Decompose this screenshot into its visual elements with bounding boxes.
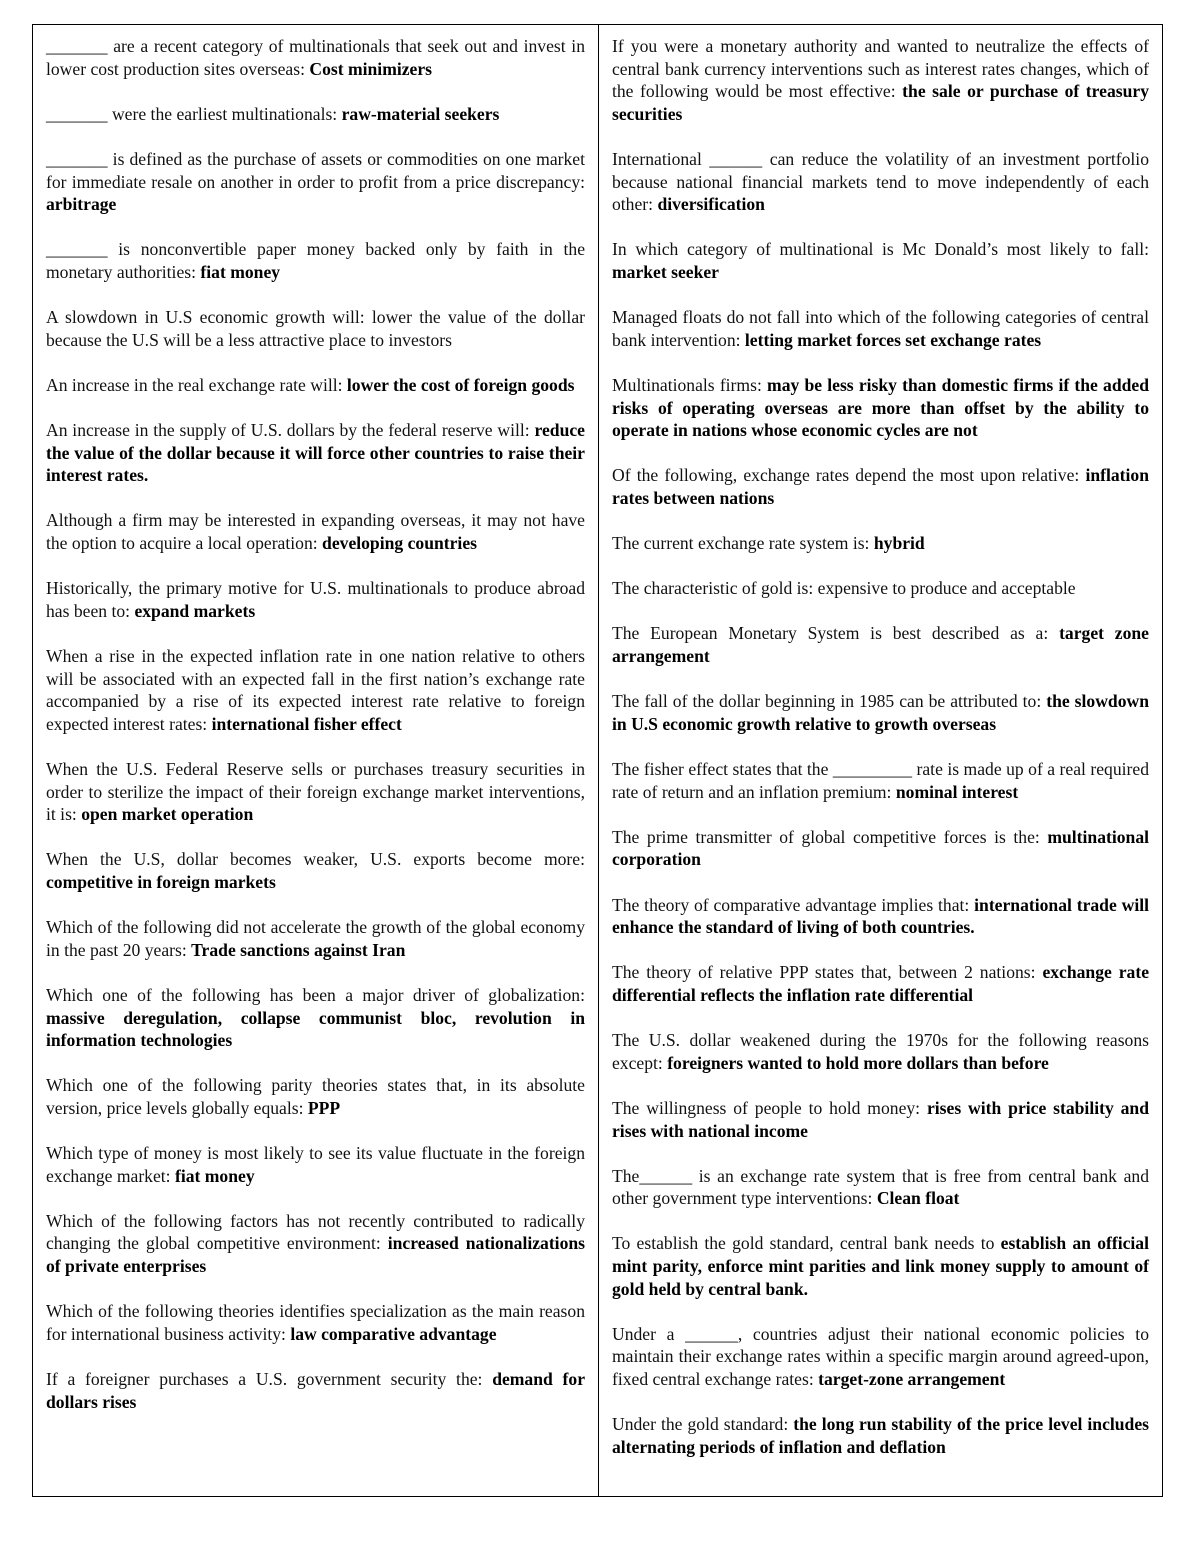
question-answer-item <box>612 577 1149 600</box>
question-text: The characteristic of gold is: expensive to produce and acceptable <box>612 578 1076 599</box>
question-answer-item <box>612 374 1149 442</box>
answer-text: Trade sanctions against Iran <box>191 939 406 960</box>
question-text: The fall of the dollar beginning in 1985 can be attributed to: <box>612 691 1042 712</box>
answer-text: fiat money <box>174 1165 255 1186</box>
question-answer-item <box>46 1142 585 1187</box>
question-text: _______ are a recent category of multinationals that seek out and invest in lower cost production sites overseas: <box>46 36 585 79</box>
answer-text: developing countries <box>322 533 477 554</box>
question-text: Although a firm may be interested in expanding overseas, it may not have the option to acquire a local operation: <box>46 510 585 554</box>
answer-text: international fisher effect <box>211 713 402 734</box>
answer-text: multinational corporation <box>612 826 1150 870</box>
question-text: The fisher effect states that the _________ rate is made up of a real required rate of return and an inflation premium: <box>612 759 1149 802</box>
question-answer-item <box>46 645 585 735</box>
question-answer-item <box>46 1300 585 1345</box>
answer-text: market seeker <box>612 261 719 282</box>
answer-text: establish an official mint parity, enforce mint parities and link money supply to amount of gold held by central bank. <box>612 1233 1149 1299</box>
question-answer-item <box>612 306 1149 351</box>
question-text: Which one of the following parity theories states that, in its absolute version, price levels globally equals: <box>46 1075 585 1118</box>
question-text: The willingness of people to hold money: <box>612 1097 921 1118</box>
question-text: An increase in the real exchange rate will: <box>46 374 343 395</box>
question-answer-item <box>612 894 1149 939</box>
answer-text: Cost minimizers <box>309 58 433 79</box>
question-text: Which of the following theories identifies specialization as the main reason for international business activity: <box>46 1301 585 1344</box>
question-text: To establish the gold standard, central bank needs to <box>612 1233 995 1254</box>
question-text: When a rise in the expected inflation rate in one nation relative to others will be associated with an expected fall in the first nation’s exchange rate accompanied by a rise of its expected interest rate relative to foreign expected interest rates: <box>46 646 585 734</box>
question-answer-item <box>46 374 585 397</box>
answer-text: nominal interest <box>895 781 1019 802</box>
question-text: The theory of relative PPP states that, between 2 nations: <box>612 962 1036 983</box>
question-text: Which of the following did not accelerate the growth of the global economy in the past 20 years: <box>46 917 585 960</box>
question-answer-item <box>612 1097 1149 1142</box>
question-text: The U.S. dollar weakened during the 1970s for the following reasons except: <box>612 1030 1149 1073</box>
answer-text: reduce the value of the dollar because it will force other countries to raise their interest rates. <box>46 420 585 486</box>
question-answer-item <box>612 1029 1149 1074</box>
question-answer-item <box>46 509 585 554</box>
question-text: An increase in the supply of U.S. dollars by the federal reserve will: <box>46 420 530 441</box>
question-answer-item <box>612 1323 1149 1391</box>
right-column <box>599 25 1162 1496</box>
answer-text: target-zone arrangement <box>818 1369 1006 1390</box>
question-answer-item <box>612 148 1149 216</box>
answer-text: Clean float <box>876 1188 960 1209</box>
question-answer-item <box>46 238 585 283</box>
answer-text: letting market forces set exchange rates <box>744 329 1042 350</box>
answer-text: PPP <box>307 1097 341 1118</box>
question-text: When the U.S, dollar becomes weaker, U.S. exports become more: <box>46 849 585 870</box>
question-answer-item <box>46 419 585 487</box>
question-answer-item <box>46 984 585 1052</box>
answer-text: the slowdown in U.S economic growth relative to growth overseas <box>612 691 1149 734</box>
question-answer-item <box>46 1074 585 1119</box>
question-text: The prime transmitter of global competitive forces is the: <box>612 826 1040 847</box>
answer-text: open market operation <box>81 804 254 825</box>
answer-text: diversification <box>657 194 765 215</box>
question-text: _______ were the earliest multinationals: <box>46 103 338 124</box>
answer-text: the long run stability of the price level includes alternating periods of inflation and deflation <box>612 1414 1149 1457</box>
question-text: _______ is nonconvertible paper money backed only by faith in the monetary authorities: <box>46 239 585 282</box>
answer-text: lower the cost of foreign goods <box>346 374 575 395</box>
question-answer-item <box>46 35 585 80</box>
study-sheet <box>32 24 1163 1497</box>
question-text: The current exchange rate system is: <box>612 533 870 554</box>
question-answer-item <box>612 238 1149 283</box>
question-answer-item <box>46 577 585 622</box>
question-answer-item <box>612 1413 1149 1458</box>
answer-text: raw-material seekers <box>341 103 500 124</box>
question-text: A slowdown in U.S economic growth will: lower the value of the dollar because the U.S will be a less attractive place to investors <box>46 307 585 350</box>
answer-text: the sale or purchase of treasury securities <box>612 81 1149 124</box>
answer-text: massive deregulation, collapse communist bloc, revolution in information technologies <box>46 1007 585 1051</box>
question-answer-item <box>612 35 1149 125</box>
answer-text: foreigners wanted to hold more dollars than before <box>667 1052 1049 1073</box>
answer-text: expand markets <box>134 600 256 621</box>
question-answer-item <box>46 306 585 351</box>
question-answer-item <box>612 532 1149 555</box>
question-answer-item <box>612 1165 1149 1210</box>
answer-text: may be less risky than domestic firms if the added risks of operating overseas are more than offset by the ability to operate in nations whose economic cycles are not <box>612 374 1149 441</box>
question-text: If a foreigner purchases a U.S. government security the: <box>46 1369 483 1390</box>
question-text: Under a ______, countries adjust their national economic policies to maintain their exchange rates within a specific margin around agreed-upon, fixed central exchange rates: <box>612 1323 1149 1390</box>
answer-text: target zone arrangement <box>612 623 1149 667</box>
answer-text: law comparative advantage <box>290 1323 497 1344</box>
answer-text: exchange rate differential reflects the inflation rate differential <box>612 962 1150 1005</box>
answer-text: arbitrage <box>46 194 117 215</box>
answer-text: fiat money <box>200 261 281 282</box>
question-text: The European Monetary System is best described as a: <box>612 623 1049 644</box>
question-answer-item <box>612 961 1149 1006</box>
question-text: Managed floats do not fall into which of the following categories of central bank intervention: <box>612 307 1149 350</box>
question-answer-item <box>46 103 585 126</box>
question-text: Historically, the primary motive for U.S. multinationals to produce abroad has been to: <box>46 578 585 621</box>
question-text: The______ is an exchange rate system that is free from central bank and other government type interventions: <box>612 1165 1149 1209</box>
question-answer-item <box>46 1368 585 1413</box>
question-text: When the U.S. Federal Reserve sells or purchases treasury securities in order to sterilize the impact of their foreign exchange market interventions, it is: <box>46 759 585 825</box>
answer-text: international trade will enhance the standard of living of both countries. <box>612 894 1149 938</box>
question-text: Multinationals firms: <box>612 374 762 395</box>
answer-text: rises with price stability and rises with national income <box>612 1097 1149 1141</box>
question-answer-item <box>46 148 585 216</box>
question-answer-item <box>612 758 1149 803</box>
question-answer-item <box>612 1232 1149 1300</box>
question-text: The theory of comparative advantage implies that: <box>612 894 970 915</box>
question-text: Which of the following factors has not recently contributed to radically changing the global competitive environment: <box>46 1210 585 1254</box>
answer-text: demand for dollars rises <box>46 1369 586 1412</box>
answer-text: increased nationalizations of private enterprises <box>46 1233 585 1277</box>
question-answer-item <box>612 690 1149 735</box>
question-text: Which one of the following has been a major driver of globalization: <box>46 984 585 1005</box>
question-answer-item <box>46 848 585 893</box>
question-answer-item <box>46 1210 585 1278</box>
question-answer-item <box>46 916 585 961</box>
question-text: International ______ can reduce the volatility of an investment portfolio because national financial markets tend to move independently of each other: <box>612 148 1149 215</box>
answer-text: inflation rates between nations <box>612 465 1149 508</box>
question-text: In which category of multinational is Mc Donald’s most likely to fall: <box>612 239 1149 260</box>
question-text: Which type of money is most likely to see its value fluctuate in the foreign exchange market: <box>46 1143 585 1186</box>
question-text: Of the following, exchange rates depend the most upon relative: <box>612 465 1080 486</box>
answer-text: hybrid <box>873 533 925 554</box>
question-answer-item <box>612 622 1149 667</box>
question-text: Under the gold standard: <box>612 1414 789 1435</box>
question-text: _______ is defined as the purchase of assets or commodities on one market for immediate resale on another in order to profit from a price discrepancy: <box>46 148 585 192</box>
question-answer-item <box>46 758 585 826</box>
question-text: If you were a monetary authority and wanted to neutralize the effects of central bank currency interventions such as interest rates changes, which of the following would be most effective: <box>612 36 1149 102</box>
answer-text: competitive in foreign markets <box>46 871 276 892</box>
question-answer-item <box>612 826 1149 871</box>
question-answer-item <box>612 464 1149 509</box>
left-column <box>33 25 599 1496</box>
